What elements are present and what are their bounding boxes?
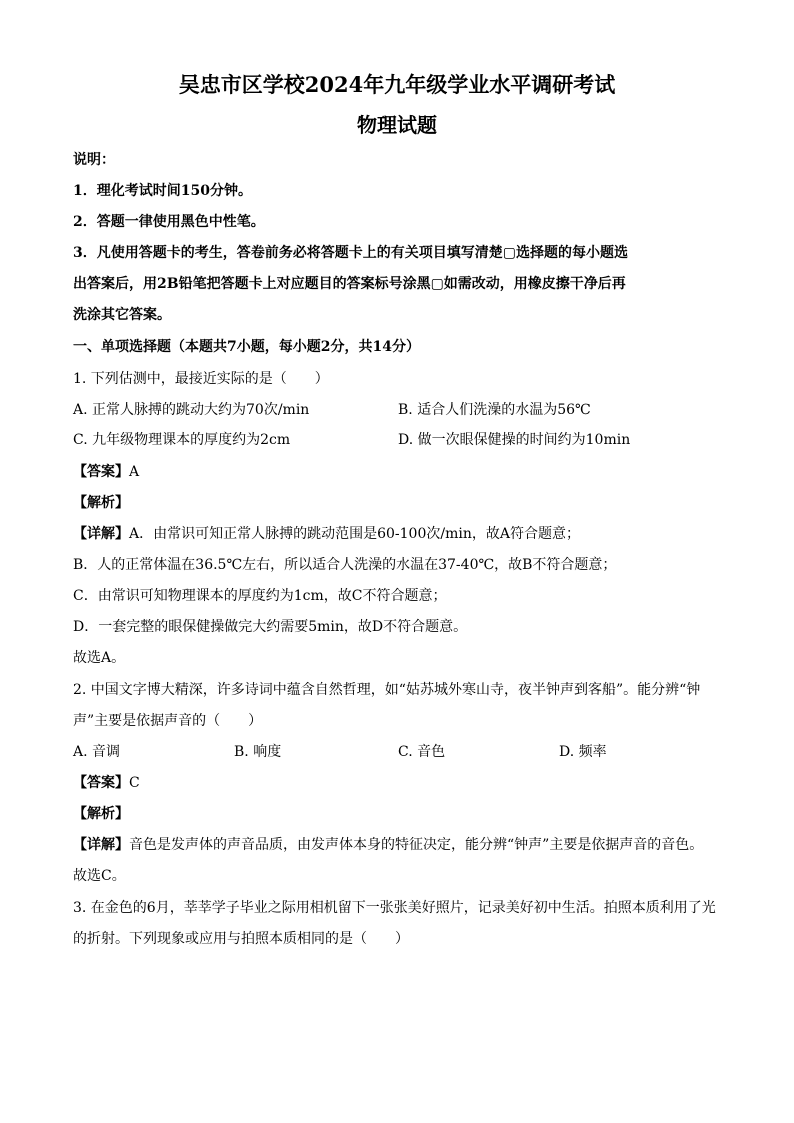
q2-answer-value: C	[129, 775, 140, 791]
q1-answer-value: A	[129, 464, 140, 480]
q1-option-b: B. 适合人们洗澡的水温为56℃	[398, 402, 591, 418]
q1-explanation-d: D．一套完整的眼保健操做完大约需要5min，故D不符合题意。	[73, 619, 468, 635]
exam-subject: 物理试题	[357, 113, 437, 137]
q1-option-a: A. 正常人脉搏的跳动大约为70次/min	[73, 402, 310, 418]
q3-stem-line-1: 3. 在金色的6月，莘莘学子毕业之际用相机留下一张张美好照片，记录美好初中生活。拍照本质利用了光	[73, 900, 716, 916]
q1-explanation-b: B．人的正常体温在36.5℃左右，所以适合人洗澡的水温在37-40℃，故B不符合题意；	[73, 557, 617, 573]
q2-option-a: A. 音调	[73, 744, 121, 760]
instructions-heading: 说明：	[73, 152, 115, 168]
q2-detail-label: 【详解】	[73, 837, 129, 853]
q2-option-c: C. 音色	[398, 744, 446, 760]
instruction-item-3-line-1: 3．凡使用答题卡的考生，答卷前务必将答题卡上的有关项目填写清楚▢选择题的每小题选	[73, 245, 628, 261]
q1-answer-line	[73, 462, 139, 482]
instruction-item-3-line-2: 出答案后，用2B铅笔把答题卡上对应题目的答案标号涂黑▢如需改动，用橡皮擦干净后再	[73, 276, 626, 292]
q1-detail-line	[73, 524, 580, 544]
q2-detail-line	[73, 835, 703, 855]
q1-stem: 1. 下列估测中，最接近实际的是（ ）	[73, 371, 329, 387]
q1-detail-text: A．由常识可知正常人脉搏的跳动范围是60-100次/min，故A符合题意；	[129, 526, 580, 542]
instruction-item-1: 1．理化考试时间150分钟。	[73, 183, 252, 199]
q2-stem-line-2: 声”主要是依据声音的（ ）	[73, 713, 263, 729]
q1-option-d: D. 做一次眼保健操的时间约为10min	[398, 432, 631, 448]
q2-analysis-label: 【解析】	[73, 806, 129, 822]
q1-analysis-label: 【解析】	[73, 495, 129, 511]
q2-answer-label: 【答案】	[73, 775, 129, 791]
q2-answer-line	[73, 773, 140, 793]
q1-option-c: C. 九年级物理课本的厚度约为2cm	[73, 432, 291, 448]
q2-detail-text: 音色是发声体的声音品质，由发声体本身的特征决定，能分辨“钟声”主要是依据声音的音色。	[129, 837, 704, 853]
q2-conclusion: 故选C。	[73, 868, 126, 884]
q2-option-b: B. 响度	[234, 744, 282, 760]
q2-option-d: D. 频率	[559, 744, 607, 760]
instruction-item-3-line-3: 洗涂其它答案。	[73, 307, 171, 323]
q1-explanation-c: C．由常识可知物理课本的厚度约为1cm，故C不符合题意；	[73, 588, 447, 604]
q3-stem-line-2: 的折射。下列现象或应用与拍照本质相同的是（ ）	[73, 931, 409, 947]
section-heading: 一、单项选择题（本题共7小题，每小题2分，共14分）	[73, 339, 420, 355]
exam-title: 吴忠市区学校2024年九年级学业水平调研考试	[178, 72, 616, 97]
q2-stem-line-1: 2. 中国文字博大精深，许多诗词中蕴含自然哲理，如“姑苏城外寒山寺，夜半钟声到客船”。能分辨“钟	[73, 682, 701, 698]
instruction-item-2: 2．答题一律使用黑色中性笔。	[73, 214, 265, 230]
q1-answer-label: 【答案】	[73, 464, 129, 480]
q1-conclusion: 故选A。	[73, 650, 126, 666]
q1-detail-label: 【详解】	[73, 526, 129, 542]
